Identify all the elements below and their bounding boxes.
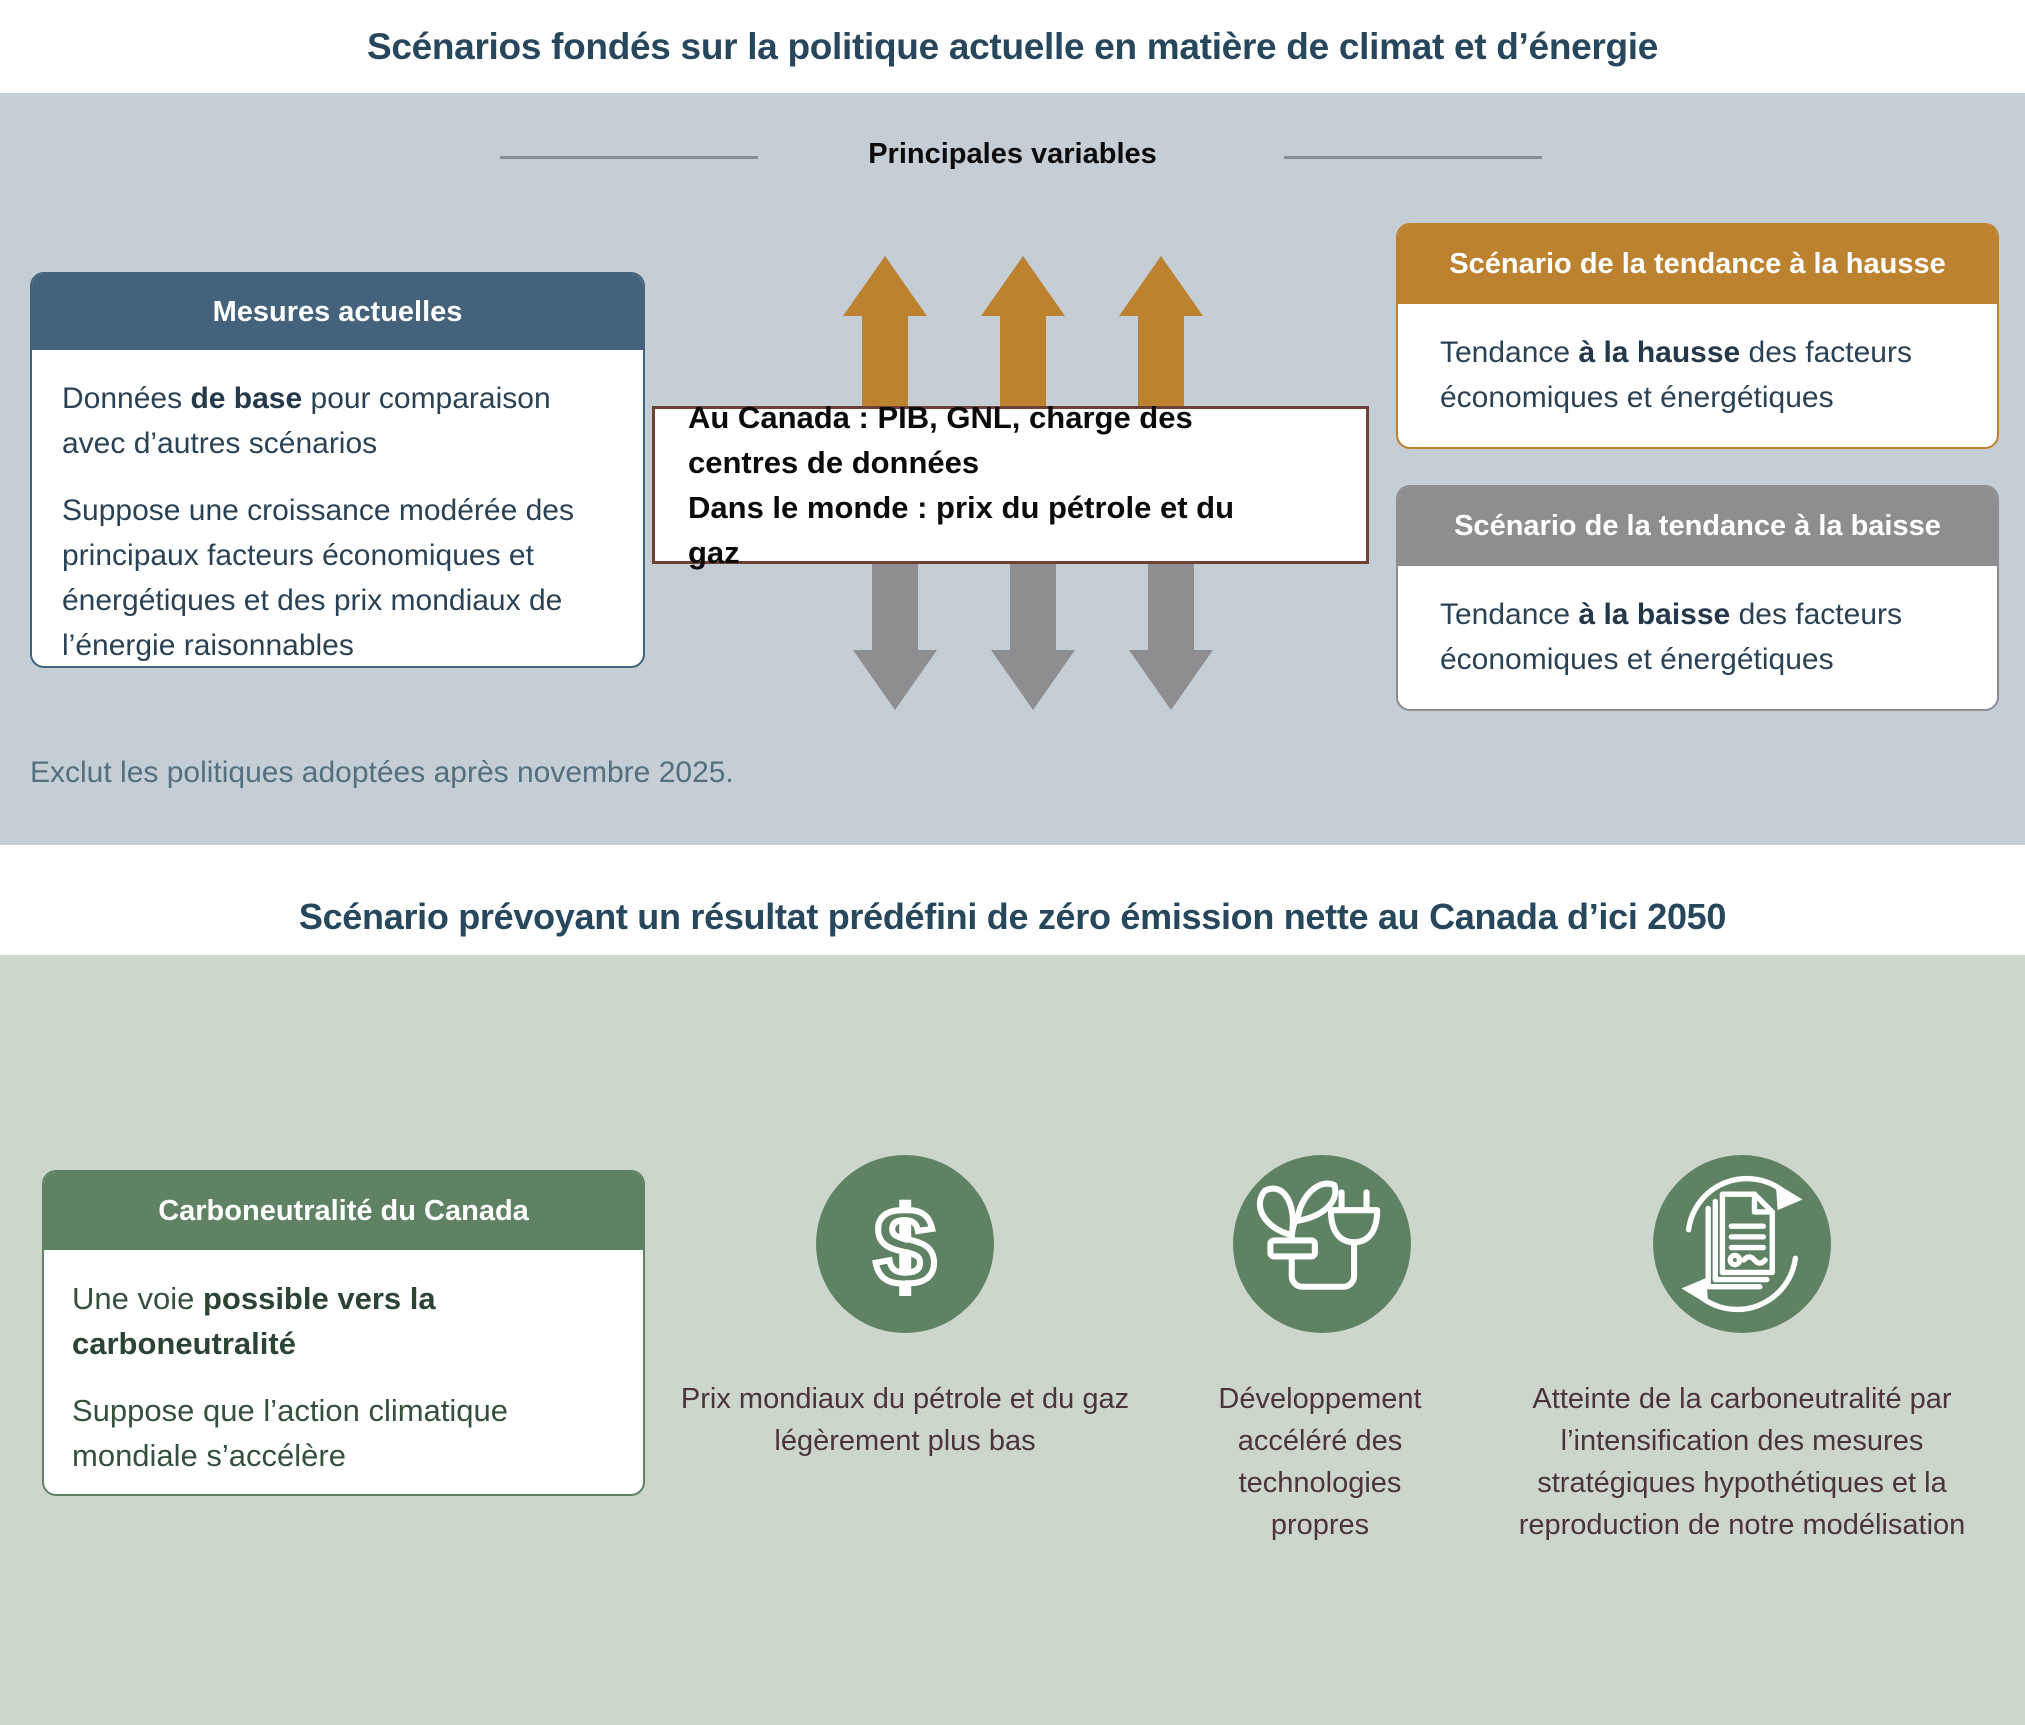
netzero-card [42, 1170, 645, 1496]
down-arrow-icon [853, 564, 937, 710]
netzero-p1: Une voie possible vers la carboneutralité [72, 1281, 436, 1361]
current-measures-card [30, 272, 645, 668]
up-arrow-icon [843, 256, 927, 406]
up-arrow-icon [981, 256, 1065, 406]
dollar-icon-circle [816, 1155, 994, 1333]
svg-text:$: $ [874, 1185, 936, 1309]
item-caption: Développement accéléré des technologies propres [1218, 1383, 1422, 1541]
clean-energy-icon [1233, 1155, 1411, 1333]
upside-scenario-card [1396, 223, 1999, 449]
key-variables-heading: Principales variables [868, 138, 1157, 170]
heading-rule-right [1284, 156, 1542, 159]
clean-energy-icon-circle [1233, 1155, 1411, 1333]
netzero-p2: Suppose que l’action climatique mondiale s’accélère [72, 1393, 508, 1473]
netzero-body [44, 1250, 643, 1478]
upside-scenario-text: Tendance à la hausse des facteurs économiques et énergétiques [1440, 336, 1912, 414]
current-measures-p2: Suppose une croissance modérée des principaux facteurs économiques et énergétiques et des prix mondiaux de l’énergie raisonnables [62, 494, 574, 662]
current-measures-p1: Données de base pour comparaison avec d’autres scénarios [62, 382, 551, 460]
variables-line-canada: Au Canada : PIB, GNL, charge des centres de données [688, 400, 1193, 480]
section2-title: Scénario prévoyant un résultat prédéfini de zéro émission nette au Canada d’ici 2050 [298, 896, 1727, 937]
down-arrow-icon [991, 564, 1075, 710]
heading-rule-left [500, 156, 758, 159]
netzero-header: Carboneutralité du Canada [44, 1172, 643, 1250]
upside-scenario-header: Scénario de la tendance à la hausse [1398, 225, 1997, 304]
down-arrow-icon [1129, 564, 1213, 710]
downside-scenario-card [1396, 485, 1999, 711]
item-caption: Atteinte de la carboneutralité par l’intensification des mesures stratégiques hypothétiques et la reproduction de notre modélisation [1518, 1383, 1966, 1541]
item-caption: Prix mondiaux du pétrole et du gaz légèrement plus bas [680, 1383, 1130, 1457]
key-variables-box [652, 400, 1369, 570]
policy-documents-icon-circle [1653, 1155, 1831, 1333]
variables-line-world: Dans le monde : prix du pétrole et du gaz [688, 490, 1235, 570]
downside-scenario-body [1398, 566, 1997, 682]
downside-scenario-text: Tendance à la baisse des facteurs économiques et énergétiques [1440, 598, 1902, 676]
policy-documents-icon [1653, 1155, 1831, 1333]
upside-scenario-body [1398, 304, 1997, 420]
current-measures-header: Mesures actuelles [32, 274, 643, 350]
current-measures-body [32, 350, 643, 668]
dollar-icon [816, 1155, 994, 1333]
up-arrow-icon [1119, 256, 1203, 406]
downside-scenario-header: Scénario de la tendance à la baisse [1398, 487, 1997, 566]
section1-title: Scénarios fondés sur la politique actuelle en matière de climat et d’énergie [366, 26, 1659, 67]
footnote: Exclut les politiques adoptées après novembre 2025. [30, 756, 734, 789]
